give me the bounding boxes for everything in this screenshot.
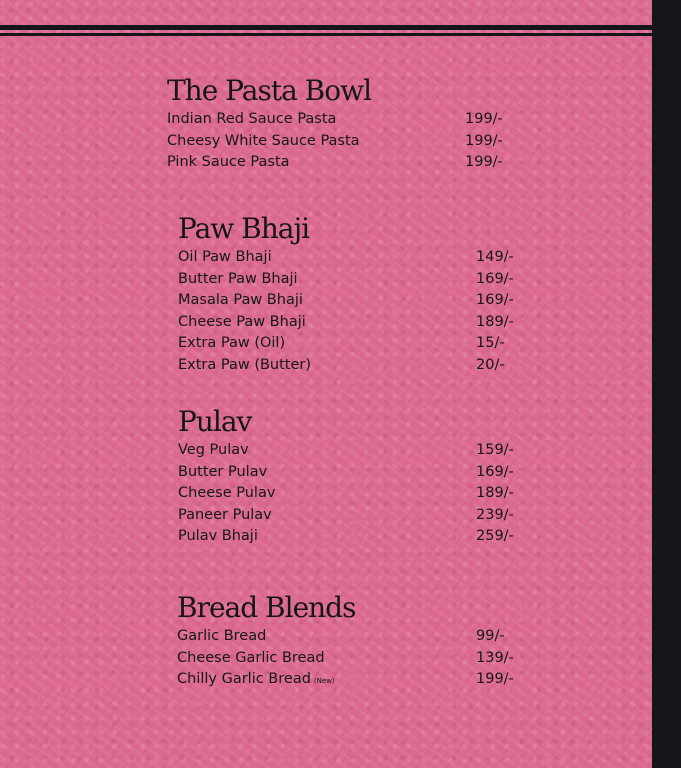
menu-item: [177, 669, 537, 691]
menu-item: [178, 505, 538, 527]
item-name: Oil Paw Bhaji: [178, 249, 272, 265]
item-price: 239/-: [476, 506, 514, 523]
item-name-with-note: [177, 669, 335, 693]
item-price: 199/-: [465, 111, 503, 127]
item-name: Cheese Paw Bhaji: [178, 313, 306, 330]
menu-item: [178, 440, 538, 462]
menu-item: [167, 131, 527, 153]
item-price: 169/-: [476, 270, 514, 287]
menu-item: [167, 109, 527, 131]
item-name: Masala Paw Bhaji: [178, 292, 303, 308]
section-pasta-bowl: [167, 75, 527, 174]
item-price: 149/-: [476, 249, 514, 265]
item-name: Pulav Bhaji: [178, 528, 258, 544]
menu-item: [178, 290, 538, 312]
item-price: 169/-: [476, 292, 514, 308]
section-bread-blends: [177, 592, 537, 691]
item-price: 189/-: [476, 485, 514, 501]
menu-item: [178, 247, 538, 269]
menu-item: [177, 648, 537, 670]
menu-item: [178, 269, 538, 291]
item-name: Veg Pulav: [178, 442, 249, 458]
item-name: Cheesy White Sauce Pasta: [167, 132, 360, 149]
menu-item: [167, 152, 527, 174]
menu-item: [178, 483, 538, 505]
item-price: 139/-: [476, 649, 514, 666]
new-badge: (New): [313, 677, 335, 685]
top-border-line: [0, 25, 652, 30]
section-title: The Pasta Bowl: [167, 74, 372, 107]
item-price: 169/-: [476, 463, 514, 480]
item-price: 259/-: [476, 528, 514, 544]
menu-item: [178, 462, 538, 484]
item-name: Indian Red Sauce Pasta: [167, 111, 337, 127]
item-price: 99/-: [476, 628, 505, 644]
item-name: Extra Paw (Oil): [178, 335, 286, 351]
item-name: Butter Paw Bhaji: [178, 270, 298, 287]
item-price: 20/-: [476, 356, 505, 373]
item-name: Chilly Garlic Bread: [177, 671, 311, 687]
item-price: 199/-: [465, 132, 503, 149]
item-price: 199/-: [465, 154, 503, 170]
item-price: 15/-: [476, 335, 505, 351]
menu-item: [178, 526, 538, 548]
menu-item: [178, 355, 538, 377]
item-price: 189/-: [476, 313, 514, 330]
right-edge-strip: [652, 0, 681, 768]
item-name: Extra Paw (Butter): [178, 356, 312, 373]
item-name: Butter Pulav: [178, 463, 268, 480]
item-price: 199/-: [476, 671, 514, 687]
section-title: Paw Bhaji: [178, 212, 310, 245]
item-price: 159/-: [476, 442, 514, 458]
section-title: Bread Blends: [177, 591, 356, 624]
menu-item: [178, 333, 538, 355]
section-title: Pulav: [178, 405, 252, 438]
section-pulav: [178, 406, 538, 548]
item-name: Paneer Pulav: [178, 506, 272, 523]
section-paw-bhaji: [178, 213, 538, 376]
menu-item: [178, 312, 538, 334]
item-name: Garlic Bread: [177, 628, 267, 644]
top-border-line-thin: [0, 33, 652, 36]
item-name: Cheese Garlic Bread: [177, 649, 325, 666]
item-name: Cheese Pulav: [178, 485, 276, 501]
menu-item: [177, 626, 537, 648]
item-name: Pink Sauce Pasta: [167, 154, 290, 170]
